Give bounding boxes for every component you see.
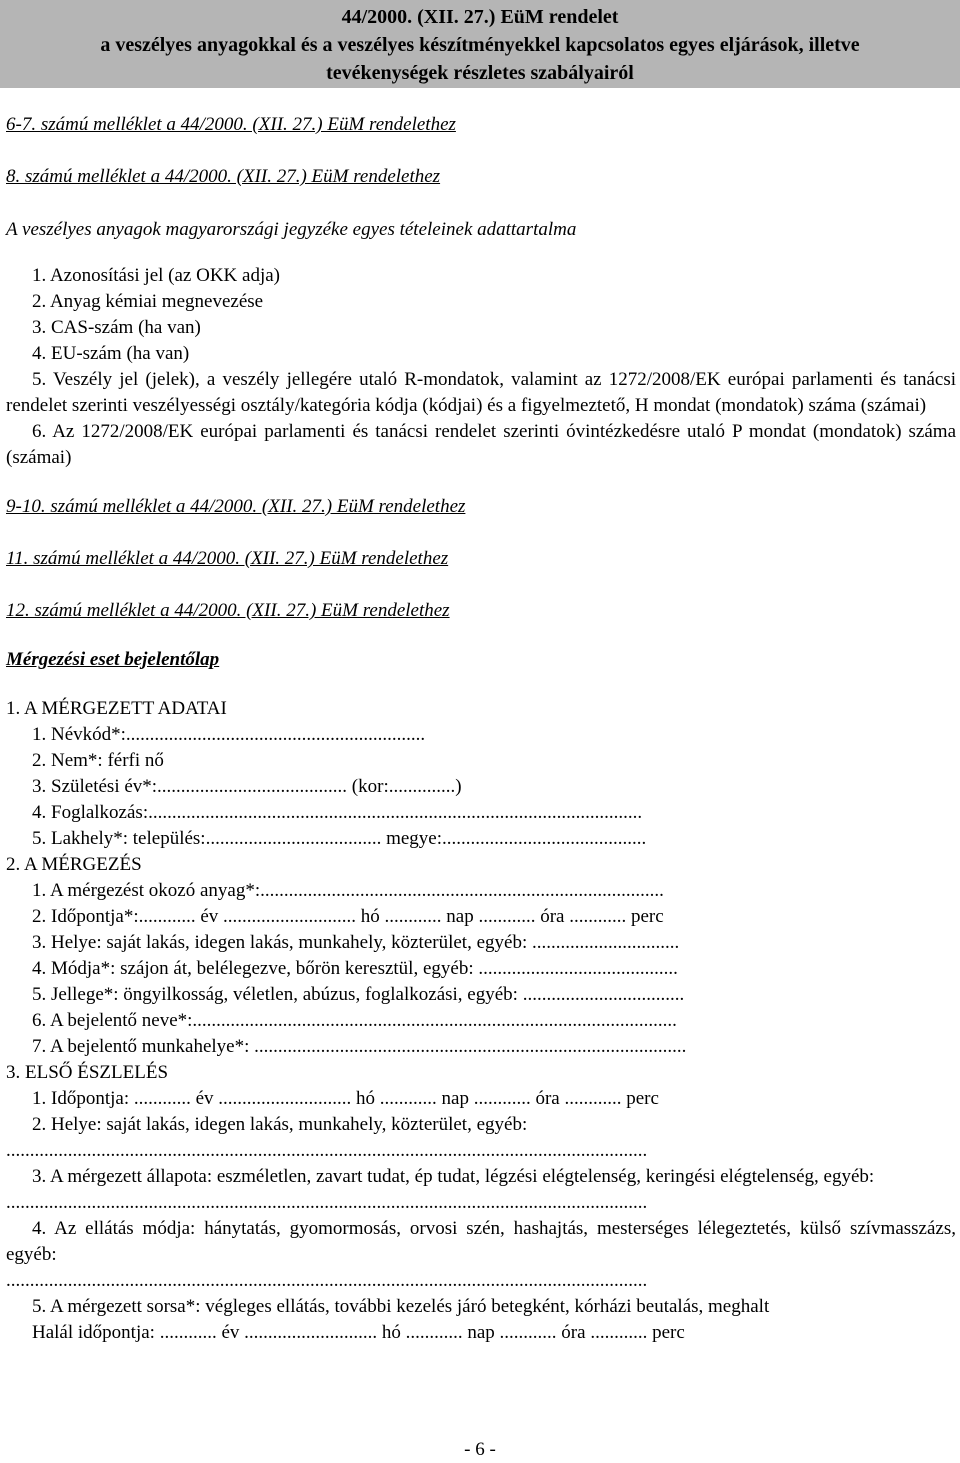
report-form xyxy=(6,696,956,1346)
header-subtitle-line2: tevékenységek részletes szabályairól xyxy=(326,62,634,84)
form-field: 2. Helye: saját lakás, idegen lakás, munkahely, közterület, egyéb: xyxy=(32,1114,528,1135)
form-section-heading: 1. A MÉRGEZETT ADATAI xyxy=(6,698,227,719)
section-subtitle: A veszélyes anyagok magyarországi jegyzéke egyes tételeinek adattartalma xyxy=(6,219,577,240)
list-item: 6. Az 1272/2008/EK európai parlamenti és tanácsi rendelet szerinti óvintézkedésre utaló P mondat (mondatok) száma (számai) xyxy=(6,421,956,468)
list-item: 2. Anyag kémiai megnevezése xyxy=(32,291,264,312)
document-body xyxy=(6,112,956,1346)
form-field: 1. Időpontja: ............ év ............................ hó ............ nap ............ óra ............ perc xyxy=(32,1088,659,1109)
list-item: 5. Veszély jel (jelek), a veszély jellegére utaló R-mondatok, valamint az 1272/2008/EK európai parlamenti és tanácsi rendelet szerinti veszélyességi osztály/kategória kódja (kódjai) és a figyelmeztető, H mondat (mondatok) száma (számai) xyxy=(6,369,956,416)
form-field: 5. A mérgezett sorsa*: végleges ellátás, további kezelés járó betegként, kórházi beutalás, meghalt xyxy=(32,1296,770,1317)
data-item-list xyxy=(6,263,956,471)
form-title: Mérgezési eset bejelentőlap xyxy=(6,649,220,670)
annex-reference: 9-10. számú melléklet a 44/2000. (XII. 27.) EüM rendelethez xyxy=(6,496,466,517)
form-field: 4. Foglalkozás:........................................................................................................ xyxy=(32,802,643,823)
form-field: 3. Helye: saját lakás, idegen lakás, munkahely, közterület, egyéb: ............................... xyxy=(32,932,680,953)
form-field: 2. Időpontja*:............ év ............................ hó ............ nap ............ óra ............ perc xyxy=(32,906,664,927)
dotted-fill-line: ....................................................................................................................................... xyxy=(6,1270,648,1291)
annex-reference: 8. számú melléklet a 44/2000. (XII. 27.) EüM rendelethez xyxy=(6,166,441,187)
list-item: 3. CAS-szám (ha van) xyxy=(32,317,201,338)
form-field: 3. Születési év*:........................................ (kor:..............) xyxy=(32,776,462,797)
form-field: 1. Névkód*:............................................................... xyxy=(32,724,426,745)
list-item: 1. Azonosítási jel (az OKK adja) xyxy=(32,265,280,286)
page-number: - 6 - xyxy=(464,1439,496,1460)
form-field: 1. A mérgezést okozó anyag*:..................................................................................... xyxy=(32,880,664,901)
annex-reference: 11. számú melléklet a 44/2000. (XII. 27.) EüM rendelethez xyxy=(6,548,449,569)
form-field: 6. A bejelentő neve*:...................................................................................................... xyxy=(32,1010,677,1031)
form-field: 4. Módja*: szájon át, belélegezve, bőrön keresztül, egyéb: .......................................... xyxy=(32,958,678,979)
form-field: 5. Jellege*: öngyilkosság, véletlen, abúzus, foglalkozási, egyéb: .................................. xyxy=(32,984,685,1005)
form-field: 3. A mérgezett állapota: eszméletlen, zavart tudat, ép tudat, légzési elégtelenség, keringési elégtelenség, egyéb: xyxy=(32,1166,875,1187)
annex-reference: 12. számú melléklet a 44/2000. (XII. 27.) EüM rendelethez xyxy=(6,600,450,621)
form-field: 5. Lakhely*: település:..................................... megye:........................................... xyxy=(32,828,647,849)
form-field: Halál időpontja: ............ év ............................ hó ............ nap ............ óra ............ perc xyxy=(32,1322,685,1343)
list-item: 4. EU-szám (ha van) xyxy=(32,343,190,364)
form-section-heading: 2. A MÉRGEZÉS xyxy=(6,854,142,875)
annex-reference: 6-7. számú melléklet a 44/2000. (XII. 27.) EüM rendelethez xyxy=(6,114,456,135)
document-header xyxy=(0,0,960,88)
form-field: 4. Az ellátás módja: hánytatás, gyomormosás, orvosi szén, hashajtás, mesterséges lélegeztetés, külső szívmasszázs, egyéb: xyxy=(6,1218,956,1265)
header-subtitle-line1: a veszélyes anyagokkal és a veszélyes készítményekkel kapcsolatos egyes eljárások, illetve xyxy=(100,34,860,56)
form-field: 7. A bejelentő munkahelye*: ........................................................................................... xyxy=(32,1036,687,1057)
dotted-fill-line: ....................................................................................................................................... xyxy=(6,1192,648,1213)
dotted-fill-line: ....................................................................................................................................... xyxy=(6,1140,648,1161)
form-field: 2. Nem*: férfi nő xyxy=(32,750,164,771)
header-title: 44/2000. (XII. 27.) EüM rendelet xyxy=(341,6,619,28)
form-section-heading: 3. ELSŐ ÉSZLELÉS xyxy=(6,1062,169,1083)
